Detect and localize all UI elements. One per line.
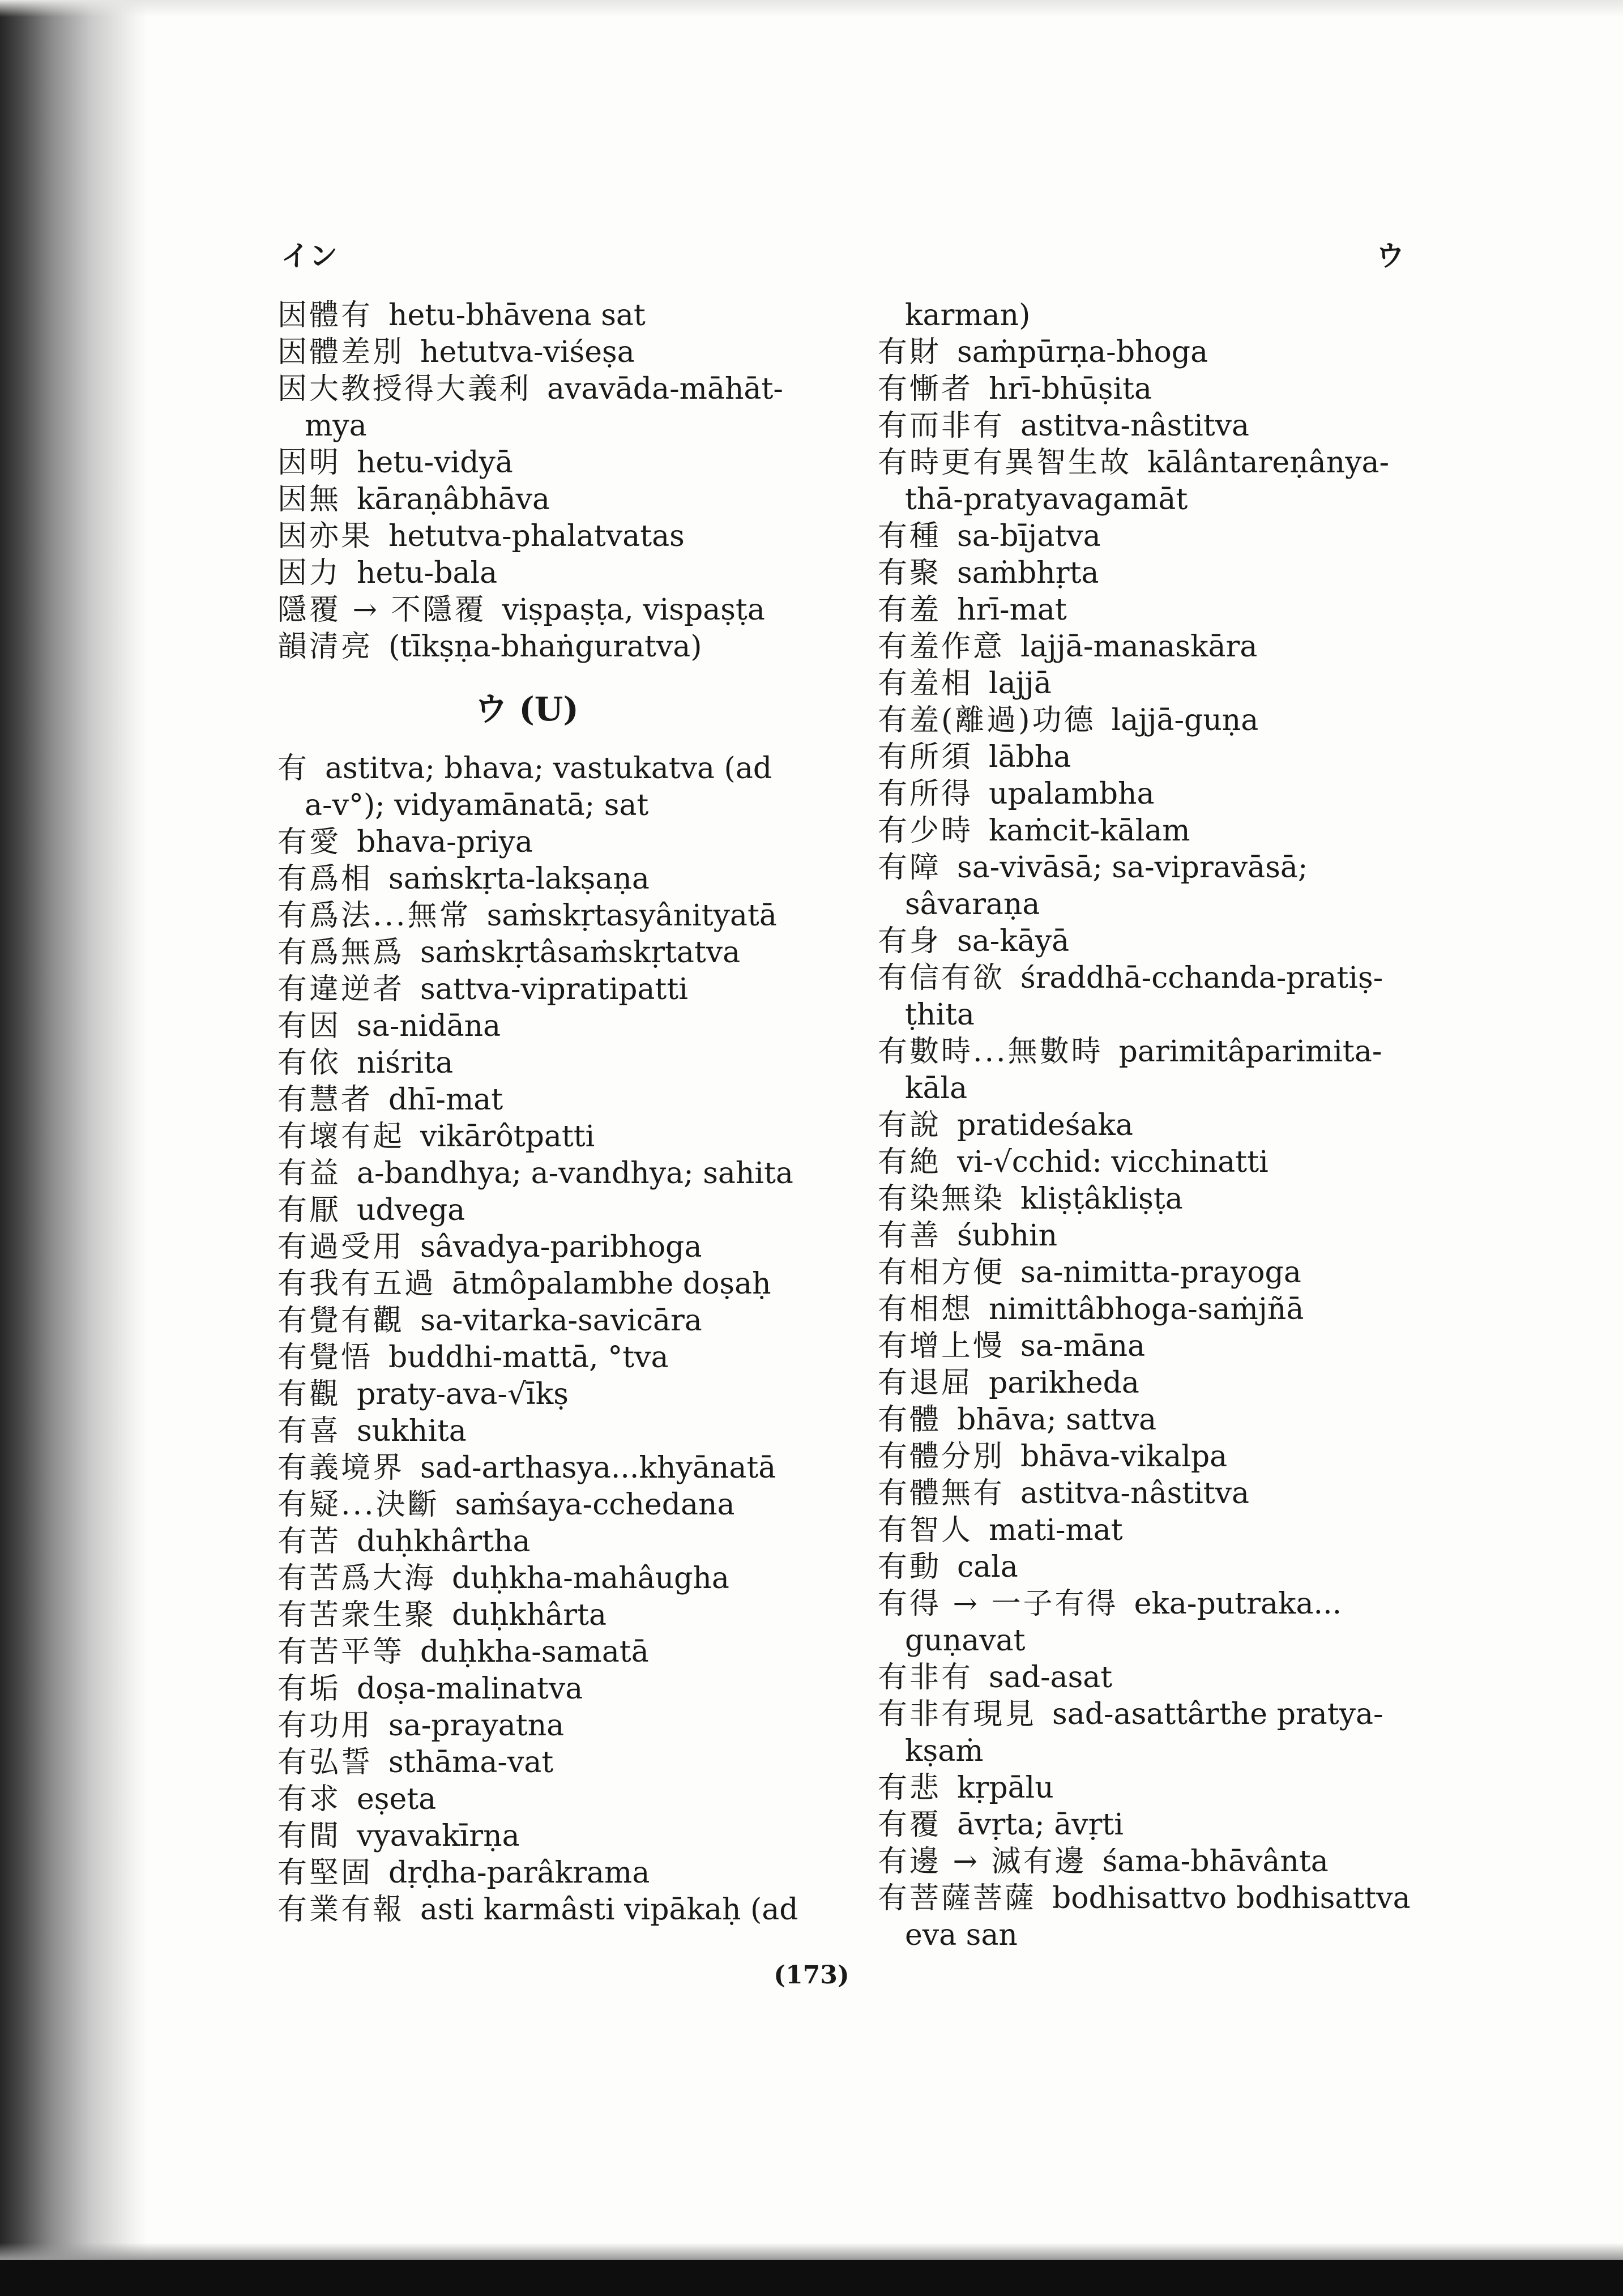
entry-sanskrit: asti karmâsti vipākaḥ (ad	[420, 1893, 798, 1927]
dictionary-entry	[277, 1266, 821, 1303]
entry-sanskrit: lābha	[989, 740, 1071, 774]
entry-sanskrit: bodhisattvo bodhisattva	[1052, 1881, 1411, 1915]
entry-sanskrit: sa-māna	[1020, 1329, 1146, 1363]
entry-headword: 有羞	[878, 593, 942, 627]
dictionary-entry	[277, 934, 821, 971]
dictionary-entry	[277, 445, 821, 481]
dictionary-entry	[277, 334, 821, 371]
entry-headword: 有爲無爲	[277, 936, 405, 970]
entry-headword: 有間	[277, 1819, 341, 1853]
dictionary-entry	[878, 1181, 1421, 1218]
entry-headword: 有智人	[878, 1513, 973, 1547]
entry-headword: 有所須	[878, 740, 973, 774]
entry-headword: 有體無有	[878, 1476, 1005, 1510]
entry-sanskrit: hetu-bhāvena sat	[388, 298, 646, 332]
entry-headword: 有障	[878, 851, 942, 885]
dictionary-entry	[277, 898, 821, 934]
entry-headword: 有業有報	[277, 1893, 405, 1927]
entry-headword: 有堅固	[277, 1856, 373, 1890]
dictionary-entry	[277, 1155, 821, 1192]
entry-headword: 有益	[277, 1156, 341, 1190]
entry-headword: 因力	[277, 556, 341, 590]
entry-sanskrit: nimittâbhoga-saṁjñā	[989, 1292, 1304, 1326]
entry-sanskrit: vyavakīrṇa	[357, 1819, 520, 1853]
dictionary-entry	[277, 1229, 821, 1266]
entry-continuation: kṣaṁ	[905, 1734, 984, 1768]
entry-headword: 有善	[878, 1219, 942, 1253]
dictionary-entry	[277, 629, 821, 665]
entry-sanskrit: pratideśaka	[957, 1108, 1133, 1142]
scan-shadow-top	[0, 0, 1623, 17]
dictionary-entry	[277, 1523, 821, 1560]
dictionary-entry	[277, 1818, 821, 1855]
entry-sanskrit: saṁśaya-cchedana	[455, 1488, 735, 1522]
entry-headword: 有過受用	[277, 1230, 405, 1264]
dictionary-entry	[878, 1034, 1421, 1107]
entry-headword: 有信有欲	[878, 961, 1005, 995]
entry-sanskrit: bhava-priya	[357, 825, 533, 859]
dictionary-entry	[878, 923, 1421, 960]
entry-sanskrit: duḥkha-mahâugha	[452, 1561, 729, 1595]
entry-sanskrit: kaṁcit-kālam	[989, 814, 1190, 848]
dictionary-entry	[277, 1082, 821, 1119]
dictionary-entry	[277, 1597, 821, 1634]
section-title: ウ (U)	[475, 690, 579, 728]
entry-headword: 有覺有觀	[277, 1304, 405, 1338]
running-head-right: ウ	[1376, 239, 1404, 272]
dictionary-entry	[277, 1413, 821, 1450]
entry-sanskrit: doṣa-malinatva	[357, 1672, 583, 1706]
entry-sanskrit: kliṣṭâkliṣṭa	[1020, 1182, 1183, 1216]
entry-headword: 有絶	[878, 1145, 942, 1179]
dictionary-entry	[878, 1843, 1421, 1880]
entry-headword: 有苦衆生聚	[277, 1598, 437, 1632]
dictionary-entry	[277, 1339, 821, 1376]
dictionary-entry	[878, 629, 1421, 665]
entry-headword: 有得 → 一子有得	[878, 1587, 1118, 1621]
dictionary-entry	[878, 1696, 1421, 1770]
dictionary-entry	[277, 592, 821, 629]
entry-sanskrit: sa-vivāsā; sa-vipravāsā;	[957, 851, 1308, 885]
entry-continuation: ṭhita	[905, 998, 975, 1032]
entry-headword: 有疑...決斷	[277, 1488, 439, 1522]
dictionary-entry	[277, 861, 821, 898]
entry-headword: 有菩薩菩薩	[878, 1881, 1037, 1915]
dictionary-entry	[277, 1892, 821, 1928]
dictionary-entry	[878, 1659, 1421, 1696]
continuation-line: karman)	[905, 298, 1031, 332]
entry-sanskrit: saṁbhṛta	[957, 556, 1099, 590]
entry-headword: 因大教授得大義利	[277, 372, 532, 406]
entry-headword: 有而非有	[878, 409, 1005, 443]
dictionary-entry	[878, 1475, 1421, 1512]
entry-sanskrit: buddhi-mattā, °tva	[388, 1341, 669, 1375]
running-head-left: イン	[281, 239, 338, 272]
dictionary-entry	[878, 1107, 1421, 1144]
entry-sanskrit: dṛḍha-parâkrama	[388, 1856, 650, 1890]
entry-sanskrit: kāraṇâbhāva	[357, 483, 550, 517]
dictionary-entry	[277, 1781, 821, 1818]
entry-headword: 有身	[878, 924, 942, 958]
entry-sanskrit: sa-prayatna	[388, 1709, 565, 1743]
entry-headword: 有覆	[878, 1808, 942, 1842]
dictionary-entry	[878, 592, 1421, 629]
entry-headword: 因無	[277, 483, 341, 517]
entry-sanskrit: parikheda	[989, 1366, 1139, 1400]
dictionary-entry	[878, 739, 1421, 776]
dictionary-entry	[277, 750, 821, 824]
entry-sanskrit: bhāva-vikalpa	[1020, 1440, 1228, 1474]
entry-sanskrit: astitva-nâstitva	[1020, 409, 1250, 443]
entry-sanskrit: astitva; bhava; vastukatva (ad	[325, 752, 772, 786]
entry-sanskrit: saṁskṛtasyânityatā	[486, 899, 777, 933]
entry-sanskrit: kālântareṇânya-	[1147, 446, 1390, 480]
dictionary-entry	[878, 1880, 1421, 1954]
entry-sanskrit: hetutva-viśeṣa	[420, 335, 635, 369]
entry-headword: 有時更有異智生故	[878, 446, 1132, 480]
entry-headword: 有所得	[878, 777, 973, 811]
entry-headword: 有悲	[878, 1771, 942, 1805]
dictionary-entry	[277, 555, 821, 592]
dictionary-entry	[878, 776, 1421, 813]
entry-sanskrit: sthāma-vat	[388, 1746, 554, 1779]
entry-continuation: eva san	[905, 1918, 1018, 1952]
entry-sanskrit: viṣpaṣṭa, vispaṣṭa	[502, 593, 765, 627]
entry-sanskrit: upalambha	[989, 777, 1155, 811]
entry-sanskrit: sa-nimitta-prayoga	[1020, 1256, 1301, 1290]
entry-headword: 有羞(離過)功德	[878, 703, 1096, 737]
dictionary-entry	[878, 1512, 1421, 1549]
entry-headword: 有求	[277, 1782, 341, 1816]
entry-sanskrit: saṁskṛta-lakṣaṇa	[388, 862, 650, 896]
left-column	[277, 297, 821, 1928]
dictionary-entry	[277, 1119, 821, 1155]
entry-sanskrit: sa-bījatva	[957, 519, 1101, 553]
entry-headword: 有羞作意	[878, 630, 1005, 664]
entry-sanskrit: hrī-mat	[957, 593, 1067, 627]
right-column	[878, 297, 1421, 1954]
dictionary-entry	[277, 1192, 821, 1229]
entry-headword: 有增上慢	[878, 1329, 1005, 1363]
dictionary-entry	[277, 1303, 821, 1339]
scan-shadow-bottom-fade	[0, 2243, 1623, 2260]
dictionary-entry	[878, 813, 1421, 850]
dictionary-entry	[878, 371, 1421, 408]
entry-sanskrit: sa-kāyā	[957, 924, 1070, 958]
entry-continuation: kāla	[905, 1072, 968, 1106]
dictionary-entry	[878, 1291, 1421, 1328]
entry-headword: 隱覆 → 不隱覆	[277, 593, 486, 627]
dictionary-entry	[277, 1708, 821, 1744]
entry-sanskrit: sattva-vipratipatti	[420, 972, 688, 1006]
entry-headword: 有體分別	[878, 1440, 1005, 1474]
entry-continuation: mya	[305, 409, 367, 443]
entry-headword: 有非有現見	[878, 1697, 1037, 1731]
dictionary-entry	[878, 1365, 1421, 1402]
entry-headword: 有爲法...無常	[277, 899, 471, 933]
entry-continuation: thā-pratyavagamāt	[905, 483, 1188, 517]
left-entries-before-section	[277, 297, 821, 665]
right-entries	[878, 334, 1421, 1954]
dictionary-entry	[878, 665, 1421, 702]
entry-sanskrit: (tīkṣṇa-bhaṅguratva)	[388, 630, 702, 664]
entry-headword: 因明	[277, 446, 341, 480]
dictionary-entry	[878, 1144, 1421, 1181]
dictionary-entry	[878, 960, 1421, 1034]
entry-headword: 有少時	[878, 814, 973, 848]
entry-headword: 有喜	[277, 1414, 341, 1448]
dictionary-entry	[878, 408, 1421, 445]
dictionary-entry	[277, 824, 821, 861]
dictionary-entry	[277, 481, 821, 518]
dictionary-entry	[277, 518, 821, 555]
entry-sanskrit: hetutva-phalatvatas	[388, 519, 685, 553]
entry-sanskrit: hetu-bala	[357, 556, 498, 590]
entry-sanskrit: sukhita	[357, 1414, 467, 1448]
entry-sanskrit: avavāda-māhāt-	[547, 372, 783, 406]
dictionary-entry	[277, 1634, 821, 1671]
dictionary-entry	[277, 1450, 821, 1487]
entry-sanskrit: sa-nidāna	[357, 1009, 501, 1043]
dictionary-entry	[277, 1045, 821, 1082]
entry-headword: 有我有五過	[277, 1267, 437, 1301]
entry-sanskrit: duḥkhârtha	[357, 1525, 531, 1559]
entry-headword: 有體	[878, 1403, 942, 1437]
dictionary-entry	[277, 1487, 821, 1523]
entry-sanskrit: hrī-bhūṣita	[989, 372, 1152, 406]
entry-headword: 有動	[878, 1550, 942, 1584]
entry-headword: 有退屈	[878, 1366, 973, 1400]
entry-sanskrit: a-bandhya; a-vandhya; sahita	[357, 1156, 793, 1190]
entry-headword: 有說	[878, 1108, 942, 1142]
entry-headword: 有慧者	[277, 1083, 373, 1117]
entry-headword: 有羞相	[878, 667, 973, 701]
dictionary-entry	[277, 1855, 821, 1892]
entry-sanskrit: bhāva; sattva	[957, 1403, 1157, 1437]
dictionary-entry	[277, 1008, 821, 1045]
dictionary-entry	[878, 1439, 1421, 1475]
entry-sanskrit: duḥkhârta	[452, 1598, 607, 1632]
entry-sanskrit: sad-arthasya...khyānatā	[420, 1451, 776, 1485]
entry-sanskrit: cala	[957, 1550, 1018, 1584]
entry-sanskrit: saṁskṛtâsaṁskṛtatva	[420, 936, 741, 970]
dictionary-entry	[878, 850, 1421, 923]
left-entries-after-section	[277, 750, 821, 1928]
entry-headword: 有壞有起	[277, 1120, 405, 1154]
entry-headword: 有依	[277, 1046, 341, 1080]
entry-sanskrit: eṣeta	[357, 1782, 437, 1816]
entry-sanskrit: vikārôtpatti	[420, 1120, 595, 1154]
entry-headword: 有愛	[277, 825, 341, 859]
entry-headword: 有因	[277, 1009, 341, 1043]
entry-sanskrit: mati-mat	[989, 1513, 1123, 1547]
entry-headword: 有種	[878, 519, 942, 553]
entry-headword: 有非有	[878, 1661, 973, 1695]
entry-sanskrit: eka-putraka...	[1134, 1587, 1342, 1621]
dictionary-entry	[878, 1770, 1421, 1807]
dictionary-entry	[878, 1254, 1421, 1291]
entry-sanskrit: vi-√cchid: vicchinatti	[957, 1145, 1268, 1179]
entry-headword: 有垢	[277, 1672, 341, 1706]
entry-headword: 有聚	[878, 556, 942, 590]
entry-headword: 因體差別	[277, 335, 405, 369]
dictionary-entry	[277, 1376, 821, 1413]
dictionary-entry	[277, 1671, 821, 1708]
entry-sanskrit: udvega	[357, 1193, 465, 1227]
entry-sanskrit: kṛpālu	[957, 1771, 1054, 1805]
dictionary-entry	[878, 1586, 1421, 1659]
dictionary-entry	[277, 1560, 821, 1597]
scan-shadow-left	[0, 0, 147, 2296]
entry-sanskrit: śama-bhāvânta	[1102, 1845, 1329, 1879]
dictionary-entry	[878, 1549, 1421, 1586]
entry-continuation: a-v°); vidyamānatā; sat	[305, 788, 649, 822]
dictionary-entry	[878, 1328, 1421, 1365]
entry-headword: 有爲相	[277, 862, 373, 896]
entry-continuation: guṇavat	[905, 1624, 1026, 1658]
dictionary-entry	[878, 702, 1421, 739]
entry-sanskrit: āvṛta; āvṛti	[957, 1808, 1124, 1842]
entry-sanskrit: śraddhā-cchanda-pratiṣ-	[1020, 961, 1383, 995]
entry-headword: 有弘誓	[277, 1746, 373, 1779]
dictionary-entry	[878, 1807, 1421, 1843]
entry-sanskrit: praty-ava-√īkṣ	[357, 1377, 569, 1411]
entry-sanskrit: lajjā	[989, 667, 1052, 701]
entry-headword: 有苦平等	[277, 1635, 405, 1669]
entry-headword: 有慚者	[878, 372, 973, 406]
entry-headword: 有功用	[277, 1709, 373, 1743]
entry-continuation: sâvaraṇa	[905, 887, 1040, 921]
entry-sanskrit: hetu-vidyā	[357, 446, 513, 480]
entry-headword: 有數時...無數時	[878, 1035, 1103, 1069]
entry-sanskrit: lajjā-guṇa	[1111, 703, 1259, 737]
entry-headword: 因體有	[277, 298, 373, 332]
entry-headword: 因亦果	[277, 519, 373, 553]
dictionary-entry	[878, 1218, 1421, 1254]
dictionary-entry	[878, 445, 1421, 518]
entry-headword: 有苦爲大海	[277, 1561, 437, 1595]
entry-sanskrit: duḥkha-samatā	[420, 1635, 649, 1669]
entry-sanskrit: niśrita	[357, 1046, 454, 1080]
entry-headword: 有苦	[277, 1525, 341, 1559]
dictionary-entry	[878, 518, 1421, 555]
scan-shadow-bottom	[0, 2260, 1623, 2296]
dictionary-entry	[277, 297, 821, 334]
entry-sanskrit: parimitâparimita-	[1118, 1035, 1382, 1069]
entry-headword: 有觀	[277, 1377, 341, 1411]
entry-sanskrit: śubhin	[957, 1219, 1058, 1253]
dictionary-entry	[277, 371, 821, 445]
entry-sanskrit: ātmôpalambhe doṣaḥ	[452, 1267, 771, 1301]
entry-sanskrit: sad-asat	[989, 1661, 1113, 1695]
page-number: (173)	[774, 1961, 849, 1990]
dictionary-entry	[878, 334, 1421, 371]
dictionary-entry	[878, 555, 1421, 592]
entry-sanskrit: lajjā-manaskāra	[1020, 630, 1258, 664]
entry-headword: 有染無染	[878, 1182, 1005, 1216]
entry-sanskrit: sad-asattârthe pratya-	[1052, 1697, 1383, 1731]
entry-headword: 有違逆者	[277, 972, 405, 1006]
entry-sanskrit: sa-vitarka-savicāra	[420, 1304, 702, 1338]
entry-headword: 有覺悟	[277, 1341, 373, 1375]
entry-headword: 韻清亮	[277, 630, 373, 664]
entry-headword: 有相想	[878, 1292, 973, 1326]
entry-sanskrit: astitva-nâstitva	[1020, 1476, 1250, 1510]
entry-headword: 有相方便	[878, 1256, 1005, 1290]
entry-sanskrit: dhī-mat	[388, 1083, 503, 1117]
entry-headword: 有	[277, 752, 310, 786]
entry-headword: 有義境界	[277, 1451, 405, 1485]
dictionary-entry	[277, 1744, 821, 1781]
entry-headword: 有邊 → 滅有邊	[878, 1845, 1087, 1879]
entry-sanskrit: sâvadya-paribhoga	[420, 1230, 702, 1264]
dictionary-entry	[277, 971, 821, 1008]
entry-headword: 有財	[878, 335, 942, 369]
entry-sanskrit: saṁpūrṇa-bhoga	[957, 335, 1208, 369]
entry-headword: 有厭	[277, 1193, 341, 1227]
dictionary-entry	[878, 1402, 1421, 1439]
